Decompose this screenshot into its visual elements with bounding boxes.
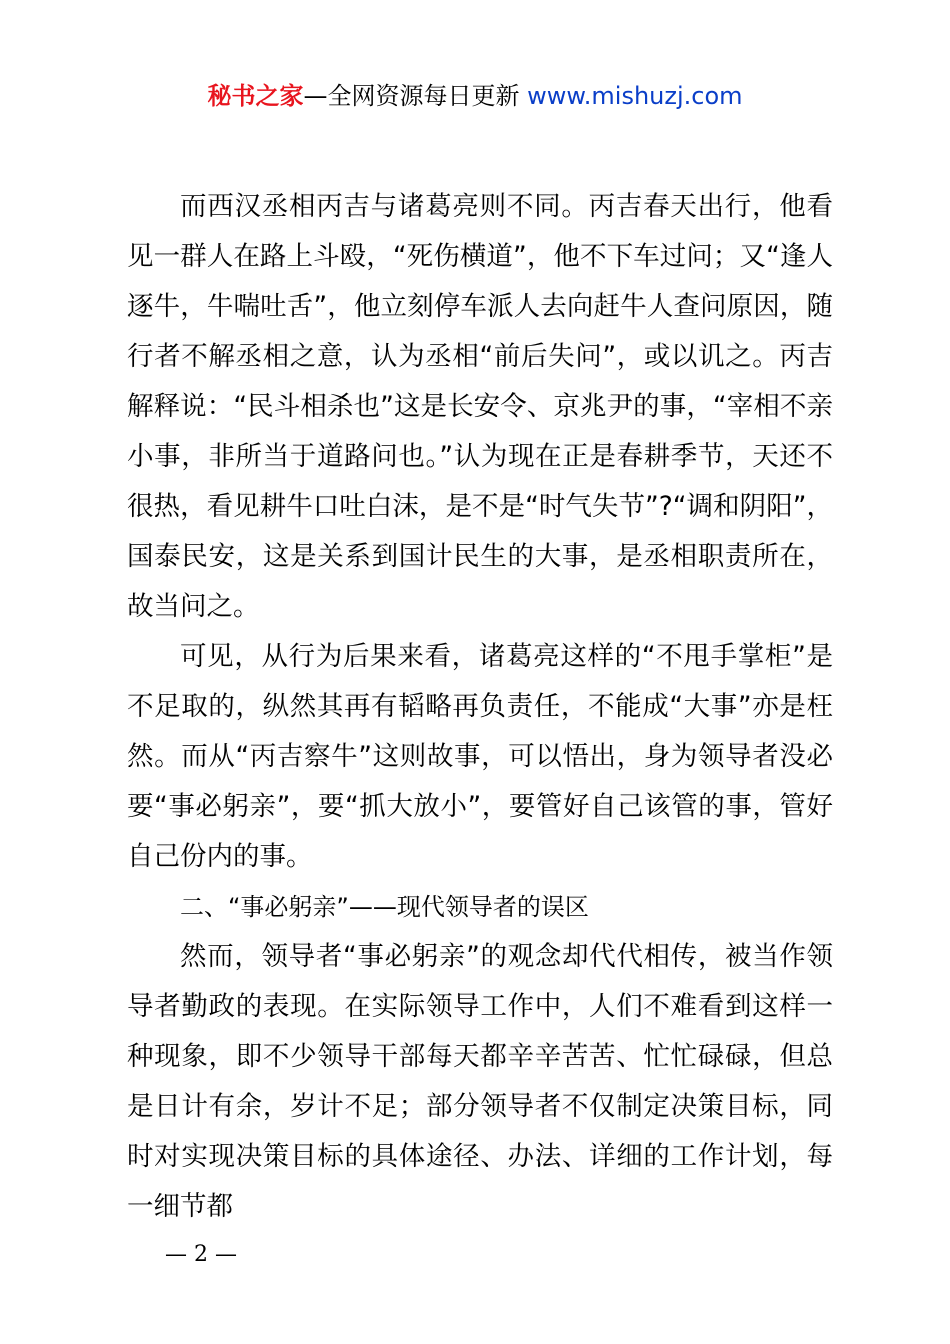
site-tagline: —全网资源每日更新 [303, 82, 520, 110]
body-paragraph: 可见，从行为后果来看，诸葛亮这样的“不甩手掌柜”是不足取的，纵然其再有韬略再负责任，不能成“大事”亦是枉然。而从“丙吉察牛”这则故事，可以悟出，身为领导者没必要“事必躬亲”，要“抓大放小”，要管好自己该管的事，管好自己份内的事。 [127, 641, 833, 872]
page-number: — 2 — [165, 1242, 237, 1267]
site-url-link[interactable]: www.mishuzj.com [527, 82, 743, 110]
body-paragraph: 而西汉丞相丙吉与诸葛亮则不同。丙吉春天出行，他看见一群人在路上斗殴，“死伤横道”，他不下车过问；又“逢人逐牛，牛喘吐舌”，他立刻停车派人去向赶牛人查问原因，随行者不解丞相之意，认为丞相“前后失问”，或以讥之。丙吉解释说：“民斗相杀也”这是长安令、京兆尹的事，“宰相不亲小事，非所当于道路问也。”认为现在正是春耕季节，天还不很热，看见耕牛口吐白沫，是不是“时气失节”?“调和阴阳”，国泰民安，这是关系到国计民生的大事，是丞相职责所在，故当问之。 [127, 191, 833, 622]
section-heading: 二、“事必躬亲”——现代领导者的误区 [180, 893, 589, 921]
document-body [127, 182, 833, 1232]
page-header [0, 80, 950, 112]
site-brand: 秘书之家 [207, 82, 304, 110]
body-paragraph: 然而，领导者“事必躬亲”的观念却代代相传，被当作领导者勤政的表现。在实际领导工作中，人们不难看到这样一种现象，即不少领导干部每天都辛辛苦苦、忙忙碌碌，但总是日计有余，岁计不足；部分领导者不仅制定决策目标，同时对实现决策目标的具体途径、办法、详细的工作计划，每一细节都 [127, 941, 833, 1222]
